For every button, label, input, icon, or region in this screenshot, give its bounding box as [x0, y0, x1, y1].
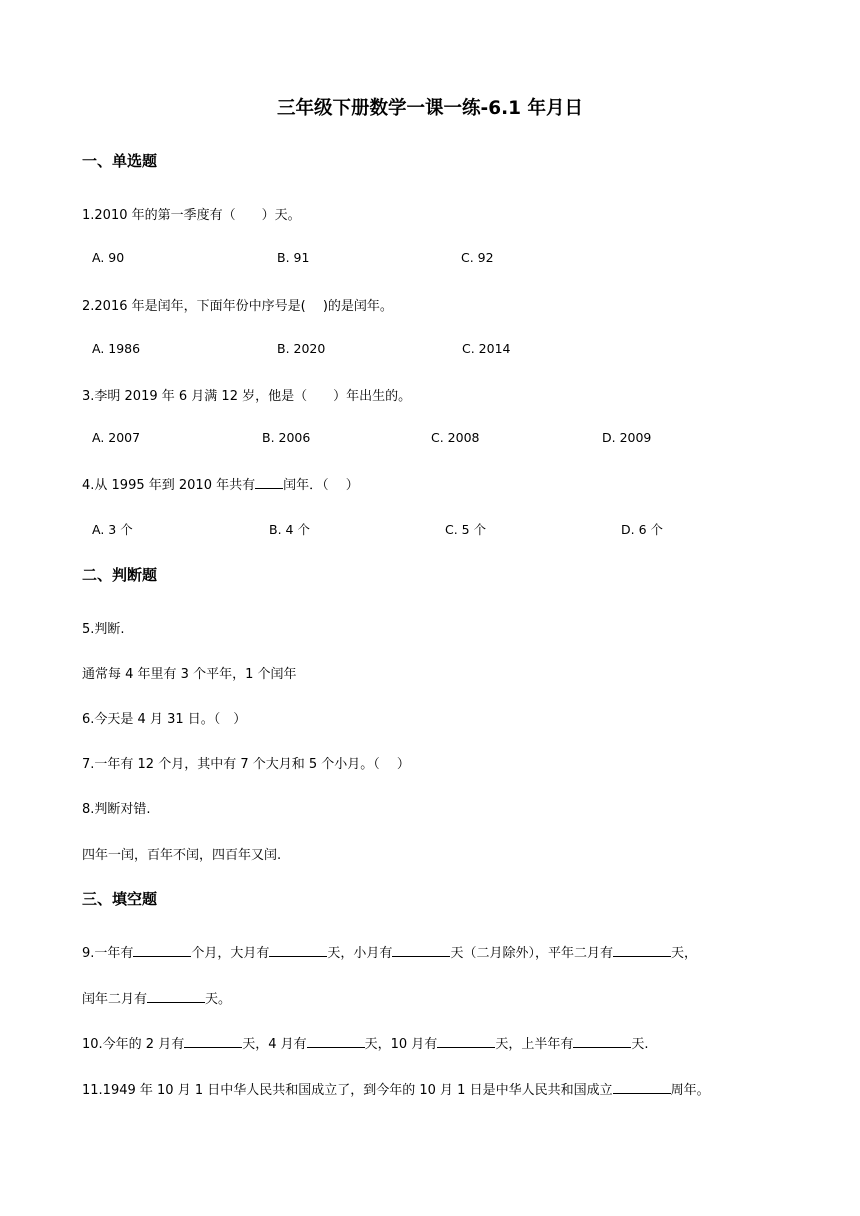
page-title: 三年级下册数学一课一练-6.1 年月日	[277, 98, 583, 119]
question-9-line-2	[82, 988, 231, 1007]
question-9	[82, 942, 697, 961]
q1-option-b: B. 91	[277, 250, 310, 265]
q11-text: 11.1949 年 10 月 1 日中华人民共和国成立了，到今年的 10 月 1 日是中华人民共和国成立	[82, 1083, 613, 1098]
q9-text: 天，小月有	[327, 946, 393, 961]
q3-option-a: A. 2007	[92, 430, 141, 445]
q4-option-b: B. 4 个	[269, 522, 310, 537]
question-6: 6.今天是 4 月 31 日。（ ）	[82, 712, 247, 727]
q3-option-c: C. 2008	[431, 430, 480, 445]
q10-text: 天，4 月有	[242, 1037, 307, 1052]
q4-option-a: A. 3 个	[92, 522, 133, 537]
q4-option-c: C. 5 个	[445, 522, 487, 537]
answer-blank	[255, 476, 283, 489]
question-11	[82, 1079, 710, 1098]
answer-blank	[133, 944, 191, 957]
q4-text-start: 4.从 1995 年到 2010 年共有	[82, 478, 256, 493]
answer-blank	[392, 944, 450, 957]
q2-option-c: C. 2014	[462, 341, 511, 356]
q3-option-d: D. 2009	[602, 430, 652, 445]
q4-text-end: 闰年．（ ）	[283, 478, 359, 493]
q9-text: 个月，大月有	[191, 946, 270, 961]
q9-text: 9.一年有	[82, 946, 134, 961]
q10-text: 天，上半年有	[495, 1037, 574, 1052]
section-heading-true-false: 二、判断题	[82, 566, 158, 584]
section-heading-single-choice: 一、单选题	[82, 152, 158, 170]
q1-option-a: A. 90	[92, 250, 125, 265]
answer-blank	[184, 1035, 242, 1048]
question-7: 7.一年有 12 个月，其中有 7 个大月和 5 个小月。（ ）	[82, 757, 410, 772]
q1-option-c: C. 92	[461, 250, 494, 265]
question-4	[82, 474, 359, 493]
question-3: 3.李明 2019 年 6 月满 12 岁，他是（ ）年出生的。	[82, 389, 412, 404]
answer-blank	[573, 1035, 631, 1048]
q9-text: 天。	[205, 992, 232, 1007]
question-8: 8.判断对错.	[82, 802, 151, 817]
q2-option-a: A. 1986	[92, 341, 141, 356]
q9-text: 天（二月除外），平年二月有	[450, 946, 613, 961]
q11-text: 周年。	[670, 1083, 710, 1098]
answer-blank	[147, 990, 205, 1003]
q3-option-b: B. 2006	[262, 430, 311, 445]
q10-text: 天.	[631, 1037, 649, 1052]
q10-text: 10.今年的 2 月有	[82, 1037, 185, 1052]
q10-text: 天，10 月有	[364, 1037, 438, 1052]
answer-blank	[437, 1035, 495, 1048]
question-8-statement: 四年一闰，百年不闰，四百年又闰.	[82, 848, 282, 863]
question-10	[82, 1033, 648, 1052]
answer-blank	[613, 944, 671, 957]
question-5-statement: 通常每 4 年里有 3 个平年，1 个闰年	[82, 667, 297, 682]
q2-option-b: B. 2020	[277, 341, 326, 356]
section-heading-fill-blank: 三、填空题	[82, 890, 158, 908]
question-2: 2.2016 年是闰年，下面年份中序号是( )的是闰年。	[82, 299, 393, 314]
question-1: 1.2010 年的第一季度有（ ）天。	[82, 208, 301, 223]
answer-blank	[613, 1081, 671, 1094]
question-5: 5.判断.	[82, 622, 125, 637]
q9-text: 闰年二月有	[82, 992, 148, 1007]
answer-blank	[307, 1035, 365, 1048]
answer-blank	[269, 944, 327, 957]
q4-option-d: D. 6 个	[621, 522, 663, 537]
q9-text: 天，	[670, 946, 697, 961]
